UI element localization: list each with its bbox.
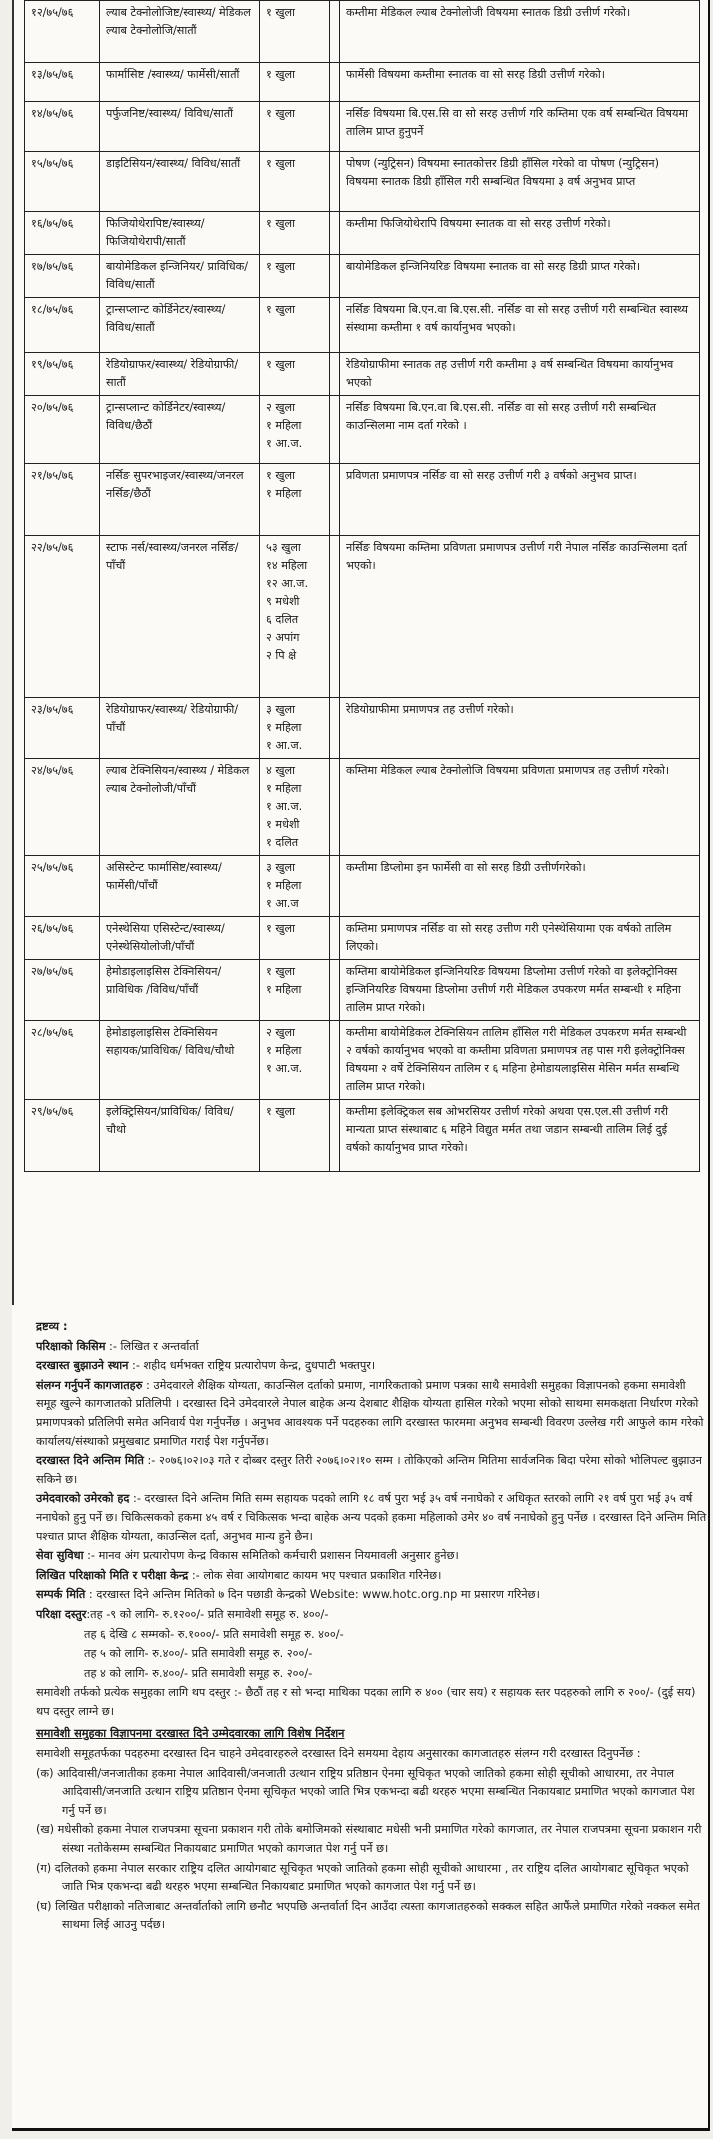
seat-line: १ खुला bbox=[266, 260, 296, 273]
seat-line: १ मधेशी bbox=[266, 818, 300, 831]
spacer-cell bbox=[330, 298, 340, 353]
seat-line: १ खुला bbox=[266, 469, 296, 482]
post-name-cell: ल्याब टेक्निसियन/स्वास्थ्य / मेडिकल ल्याब टेक्नोलोजी/पाँचौं bbox=[100, 759, 260, 856]
advert-number-cell: १२/७५/७६ bbox=[25, 1, 100, 63]
qualification-cell: रेडियोग्राफीमा प्रमाणपत्र तह उत्तीर्ण गरेको। bbox=[340, 698, 700, 759]
advert-number-cell: २८/७५/७६ bbox=[25, 1021, 100, 1100]
seat-count-cell bbox=[260, 698, 330, 759]
post-name-cell: रेडियोग्राफर/स्वास्थ्य/ रेडियोग्राफी/सातौं bbox=[100, 353, 260, 396]
table-row bbox=[25, 1, 700, 63]
advert-number-cell: २९/७५/७६ bbox=[25, 1100, 100, 1172]
post-name-cell: इलेक्ट्रिसियन/प्राविधिक/ विविध/चौथो bbox=[100, 1100, 260, 1172]
spacer-cell bbox=[330, 63, 340, 102]
notes-section bbox=[36, 1318, 708, 1936]
qualification-cell: बायोमेडिकल इन्जिनियरिङ विषयमा स्नातक वा सो सरह डिग्री प्राप्त गरेको। bbox=[340, 255, 700, 298]
table-row bbox=[25, 759, 700, 856]
seat-count-cell bbox=[260, 63, 330, 102]
seat-count-cell bbox=[260, 759, 330, 856]
seat-line: ९ मधेशी bbox=[266, 595, 300, 608]
contact-line bbox=[36, 1586, 708, 1605]
table-row bbox=[25, 698, 700, 759]
table-row bbox=[25, 298, 700, 353]
seat-count-cell bbox=[260, 298, 330, 353]
submit-place-line bbox=[36, 1357, 708, 1376]
advert-number-cell: २५/७५/७६ bbox=[25, 856, 100, 917]
vacancy-table bbox=[24, 0, 700, 1172]
spacer-cell bbox=[330, 102, 340, 152]
seat-line: १२ आ.ज. bbox=[266, 577, 309, 590]
qualification-cell: कम्तीमा डिप्लोमा इन फार्मेसी वा सो सरह डिग्री उत्तीर्णगरेको। bbox=[340, 856, 700, 917]
seat-count-cell bbox=[260, 917, 330, 960]
seat-line: १ खुला bbox=[266, 6, 296, 19]
seat-line: १ आ.ज. bbox=[266, 437, 303, 450]
spacer-cell bbox=[330, 1021, 340, 1100]
seat-line: १ महिला bbox=[266, 487, 302, 500]
advert-number-cell: २२/७५/७६ bbox=[25, 536, 100, 698]
seat-line: १ खुला bbox=[266, 922, 296, 935]
qualification-cell: नर्सिङ विषयमा बि.एस.सि वा सो सरह उत्तीर्ण गरि कम्तिमा एक वर्ष सम्बन्धित विषयमा तालिम प्राप्त हुनुपर्ने bbox=[340, 102, 700, 152]
advert-number-cell: २१/७५/७६ bbox=[25, 464, 100, 536]
advert-number-cell: २६/७५/७६ bbox=[25, 917, 100, 960]
contact-label: सम्पर्क मिति bbox=[36, 1588, 86, 1602]
facility-label: सेवा सुविधा bbox=[36, 1549, 84, 1563]
seat-line: १ खुला bbox=[266, 1105, 296, 1118]
table-row bbox=[25, 917, 700, 960]
age-limit-value: :- दरखास्त दिने अन्तिम मिति सम्म सहायक पदको लागि १८ वर्ष पुरा भई ३५ वर्ष ननाघेको र अधिकृत स्तरको लागि २१ वर्ष पुरा भई ३५ वर्ष ननाघेको हुनु पर्ने छ। चिकित्सकको हकमा ४५ वर्ष र चिकित्सक भन्दा बाहेक अन्य पदको हकमा महिलाको उमेर ४० वर्ष ननाघेको हुनु पर्नेछ । दरखास्त दिने अन्तिम मिति पश्चात प्राप्त शैक्षिक योग्यता, काउन्सिल दर्ता, अनुभव मान्य हुने छैन। bbox=[36, 1492, 707, 1543]
seat-line: २ खुला bbox=[266, 401, 296, 414]
seat-line: १ खुला bbox=[266, 107, 296, 120]
seat-line: ४ खुला bbox=[266, 764, 296, 777]
seat-line: १ खुला bbox=[266, 217, 296, 230]
instruction-item-gha: (घ) लिखित परीक्षाको नतिजाबाट अन्तर्वार्ताको लागि छनौट भएपछि अन्तर्वार्ता दिन आउँदा त्यस्ता कागजातहरुको सक्कल सहित आफैंले प्रमाणित गरेको नक्कल समेत साथमा लिई आउनु पर्दछ। bbox=[36, 1899, 700, 1932]
seat-line: १ खुला bbox=[266, 358, 296, 371]
table-row bbox=[25, 212, 700, 255]
seat-count-cell bbox=[260, 1, 330, 63]
spacer-cell bbox=[330, 1, 340, 63]
advert-number-cell: १३/७५/७६ bbox=[25, 63, 100, 102]
seat-line: २ अपांग bbox=[266, 631, 300, 644]
qualification-cell: प्रविणता प्रमाणपत्र नर्सिङ वा सो सरह उत्तीर्ण गरी ३ वर्षको अनुभव प्राप्त। bbox=[340, 464, 700, 536]
exam-type-label: परिक्षाको किसिम bbox=[36, 1339, 106, 1353]
seat-count-cell bbox=[260, 960, 330, 1021]
spacer-cell bbox=[330, 759, 340, 856]
seat-line: २ खुला bbox=[266, 1026, 296, 1039]
post-name-cell: ट्रान्सप्लान्ट कोर्डिनेटर/स्वास्थ्य/ विविध/छैठौं bbox=[100, 396, 260, 464]
fee-line-1: :तह -९ को लागि- रु.१२००/- प्रति समावेशी समूह रु. ४००/- bbox=[86, 1607, 329, 1621]
spacer-cell bbox=[330, 856, 340, 917]
table-row bbox=[25, 464, 700, 536]
fee-line-2: तह ६ देखि ८ सम्मको- रु.१०००/- प्रति समावेशी समूह रु. ४००/- bbox=[84, 1627, 344, 1641]
age-limit-label: उमेदवारको उमेरको हद bbox=[36, 1492, 130, 1506]
age-limit-line bbox=[36, 1490, 708, 1546]
documents-line bbox=[36, 1377, 708, 1451]
table-row bbox=[25, 856, 700, 917]
qualification-cell: कम्तिमा मेडिकल ल्याब टेक्नोलोजि विषयमा प्रविणता प्रमाणपत्र तह उत्तीर्ण गरेको। bbox=[340, 759, 700, 856]
seat-line: ६ दलित bbox=[266, 613, 299, 626]
qualification-cell: कम्तीमा इलेक्ट्रिकल सब ओभरसियर उत्तीर्ण गरेको अथवा एस.एल.सी उत्तीर्ण गरी मान्यता प्राप्त संस्थाबाट ६ महिने विद्युत मर्मत तथा जडान सम्बन्धी तालिम लिई दुई वर्षको कार्यानुभव प्राप्त गरेको। bbox=[340, 1100, 700, 1172]
post-name-cell: हेमोडाइलाइसिस टेक्निसियन सहायक/प्राविधिक/ विविध/चौथो bbox=[100, 1021, 260, 1100]
fee-line bbox=[36, 1606, 708, 1625]
exam-date-line bbox=[36, 1567, 708, 1586]
advert-number-cell: २४/७५/७६ bbox=[25, 759, 100, 856]
seat-line: १४ महिला bbox=[266, 559, 308, 572]
table-row bbox=[25, 353, 700, 396]
advert-number-cell: १४/७५/७६ bbox=[25, 102, 100, 152]
qualification-cell: कम्तीमा मेडिकल ल्याब टेक्नोलोजी विषयमा स्नातक डिग्री उत्तीर्ण गरेको। bbox=[340, 1, 700, 63]
special-instructions-heading: समावेशी समुहका विज्ञापनमा दरखास्त दिने उम्मेदवारका लागि विशेष निर्देशन bbox=[36, 1727, 345, 1741]
post-name-cell: हेमोडाइलाइसिस टेक्निसियन/ प्राविधिक /विविध/पाँचौं bbox=[100, 960, 260, 1021]
special-instructions-intro: समावेशी समूहतर्फका पदहरुमा दरखास्त दिन चाहने उमेदवारहरुले दरखास्त दिने समयमा देहाय अनुसारका कागजातहरु संलग्न गरी दरखास्त दिनुपर्नेछ : bbox=[36, 1747, 641, 1761]
fee-label: परिक्षा दस्तुर bbox=[36, 1607, 87, 1621]
qualification-cell: कम्तिमा प्रमाणपत्र नर्सिङ वा सो सरह उत्तीण गरी एनेस्थेसियामा एक वर्षको तालिम लिएको। bbox=[340, 917, 700, 960]
seat-line: १ आ.ज. bbox=[266, 800, 303, 813]
exam-date-label: लिखित परिक्षाको मिति र परीक्षा केन्द्र bbox=[36, 1568, 189, 1582]
post-name-cell: नर्सिङ सुपरभाइजर/स्वास्थ्य/जनरल नर्सिङ/छैठौं bbox=[100, 464, 260, 536]
spacer-cell bbox=[330, 152, 340, 212]
deadline-value: :- २०७६।०२।०३ गते र दोब्बर दस्तुर तिरी २०७६।०२।१० सम्म । तोकिएको अन्तिम मितिमा सार्वजनिक बिदा परेमा सोको भोलिपल्ट बुझाउन सकिने छ। bbox=[36, 1454, 702, 1486]
post-name-cell: फार्मासिष्ट /स्वास्थ्य/ फार्मेसी/सातौं bbox=[100, 63, 260, 102]
qualification-cell: नर्सिङ विषयमा कम्तिमा प्रविणता प्रमाणपत्र उत्तीर्ण गरी नेपाल नर्सिङ काउन्सिलमा दर्ता भएको। bbox=[340, 536, 700, 698]
qualification-cell: नर्सिङ विषयमा बि.एन.वा बि.एस.सी. नर्सिङ वा सो सरह उत्तीर्ण गरी सम्बन्धित स्वास्थ्य संस्थामा कम्तीमा १ वर्ष कार्यानुभव भएको। bbox=[340, 298, 700, 353]
facility-value: :- मानव अंग प्रत्यारोपण केन्द्र विकास समितिको कर्मचारी प्रशासन नियमावली अनुसार हुनेछ। bbox=[87, 1549, 459, 1563]
seat-line: १ खुला bbox=[266, 303, 296, 316]
advert-number-cell: २०/७५/७६ bbox=[25, 396, 100, 464]
post-name-cell: पर्फुजनिष्ट/स्वास्थ्य/ विविध/सातौं bbox=[100, 102, 260, 152]
seat-line: १ आ.ज. bbox=[266, 739, 303, 752]
page-border-line bbox=[12, 0, 14, 1305]
seat-line: १ खुला bbox=[266, 965, 296, 978]
seat-line: १ आ.ज. bbox=[266, 1062, 303, 1075]
post-name-cell: एनेस्थेसिया एसिस्टेन्ट/स्वास्थ्य/ एनेस्थेसियोलोजी/पाँचौं bbox=[100, 917, 260, 960]
seat-line: ५३ खुला bbox=[266, 541, 301, 554]
submit-place-value: :- शहीद धर्मभक्त राष्ट्रिय प्रत्यारोपण केन्द्र, दुधपाटी भक्तपुर। bbox=[132, 1359, 376, 1373]
seat-count-cell bbox=[260, 353, 330, 396]
advert-number-cell: १५/७५/७६ bbox=[25, 152, 100, 212]
spacer-cell bbox=[330, 698, 340, 759]
contact-value: : दरखास्त दिने अन्तिम मितिको ७ दिन पछाडी केन्द्रको Website: www.hotc.org.np मा प्रसारण गरिनेछ। bbox=[88, 1588, 540, 1602]
exam-date-value: :- लोक सेवा आयोगबाट कायम भए पश्चात प्रकाशित गरिनेछ। bbox=[191, 1568, 442, 1582]
seat-count-cell bbox=[260, 152, 330, 212]
post-name-cell: फिजियोथेरापिष्ट/स्वास्थ्य/ फिजियोथेरापी/सातौं bbox=[100, 212, 260, 255]
fee-line-3: तह ५ को लागि- रु.४००/- प्रति समावेशी समूह रु. २००/- bbox=[84, 1647, 313, 1661]
qualification-cell: कम्तीमा बायोमेडिकल टेक्निसियन तालिम हाँसिल गरी मेडिकल उपकरण मर्मत सम्बन्धी २ वर्षको कार्यानुभव भएको वा कम्तीमा प्रविणता प्रमाणपत्र तह पास गरी इलेक्ट्रोनिक्स विषयमा २ वर्षे टेक्निसियन तालिम र ६ महिना हेमोडायलाइसिस मेसिन मर्मत सम्बन्धि तालिम प्राप्त गरेको। bbox=[340, 1021, 700, 1100]
table-row bbox=[25, 396, 700, 464]
spacer-cell bbox=[330, 464, 340, 536]
table-row bbox=[25, 102, 700, 152]
advert-number-cell: १८/७५/७६ bbox=[25, 298, 100, 353]
seat-line: १ खुला bbox=[266, 68, 296, 81]
seat-count-cell bbox=[260, 255, 330, 298]
table-row bbox=[25, 255, 700, 298]
spacer-cell bbox=[330, 1100, 340, 1172]
seat-line: १ महिला bbox=[266, 983, 302, 996]
table-row bbox=[25, 63, 700, 102]
seat-line: १ खुला bbox=[266, 157, 296, 170]
instruction-item-kha: (ख) मधेसीको हकमा नेपाल राजपत्रमा सूचना प्रकाशन गरी तोके बमोजिमको संस्थाबाट मधेसी भनी प्रमाणित गरेको कागजात, तर नेपाल राजपत्रमा सूचना प्रकाशन गरी संस्था नतोकेसम्म सम्बन्धित निकायबाट प्रमाणित भएको कागजात पेश गर्नु पर्ने छ। bbox=[36, 1823, 702, 1856]
spacer-cell bbox=[330, 353, 340, 396]
qualification-cell: कम्तिमा बायोमेडिकल इन्जिनियरिङ विषयमा डिप्लोमा उत्तीर्ण गरेको वा इलेक्ट्रोनिक्स इन्जिनियरिङ विषयमा डिप्लोमा उत्तीर्ण गरी मेडिकल उपकरण मर्मत सम्बन्धी १ महिना तालिम प्राप्त गरेको। bbox=[340, 960, 700, 1021]
seat-line: २ पि क्षे bbox=[266, 649, 297, 662]
notes-title: द्रष्टव्य : bbox=[36, 1320, 68, 1333]
table-row bbox=[25, 1100, 700, 1172]
advert-number-cell: १९/७५/७६ bbox=[25, 353, 100, 396]
table-row bbox=[25, 152, 700, 212]
deadline-line bbox=[36, 1452, 708, 1489]
qualification-cell: नर्सिङ विषयमा बि.एन.वा बि.एस.सी. नर्सिङ वा सो सरह उत्तीर्ण गरी सम्बन्धित काउन्सिलमा नाम दर्ता गरेको । bbox=[340, 396, 700, 464]
table-row bbox=[25, 536, 700, 698]
seat-count-cell bbox=[260, 1100, 330, 1172]
facility-line bbox=[36, 1547, 708, 1566]
seat-line: १ दलित bbox=[266, 836, 299, 849]
seat-count-cell bbox=[260, 212, 330, 255]
advert-number-cell: १७/७५/७६ bbox=[25, 255, 100, 298]
spacer-cell bbox=[330, 917, 340, 960]
post-name-cell: डाइटिसियन/स्वास्थ्य/ विविध/सातौं bbox=[100, 152, 260, 212]
advert-number-cell: १६/७५/७६ bbox=[25, 212, 100, 255]
seat-count-cell bbox=[260, 1021, 330, 1100]
post-name-cell: रेडियोग्राफर/स्वास्थ्य/ रेडियोग्राफी/पाँचौं bbox=[100, 698, 260, 759]
spacer-cell bbox=[330, 960, 340, 1021]
seat-line: १ आ.ज bbox=[266, 897, 299, 910]
submit-place-label: दरखास्त बुझाउने स्थान bbox=[36, 1359, 129, 1373]
seat-line: ३ खुला bbox=[266, 861, 296, 874]
documents-label: संलग्न गर्नुपर्ने कागजातहरु bbox=[36, 1378, 143, 1392]
vacancy-table-body bbox=[25, 1, 700, 1172]
documents-value: : उमेदवारले शैक्षिक योग्यता, काउन्सिल दर्ताको प्रमाण, नागरिकताको प्रमाण पत्रका साथै समावेशी समुहका विज्ञापनको हकमा समावेशी समूह खुल्ने कागजातको प्रतिलिपी । दरखास्त दिने उमेदवारले नेपाल बाहेक अन्य देशबाट शैक्षिक योग्यता हासिल गरेको भएमा सोको साथमा समकक्षता निर्धारण गरेको प्रमाणपत्रको प्रतिलिपी समेत अनिवार्य पेश गर्नुपर्नेछ । अनुभव आवश्यक पर्ने पदहरुका लागि दरखास्त फारममा अनुभव सम्बन्धी विवरण उल्लेख गरी आफुले काम गरेको कार्यालय/संस्थाको प्रमुखबाट प्रमाणित गराई पेश गर्नुपर्नेछ। bbox=[36, 1378, 704, 1448]
fee-line-4: तह ४ को लागि- रु.४००/- प्रति समावेशी समूह रु. २००/- bbox=[84, 1666, 313, 1680]
spacer-cell bbox=[330, 255, 340, 298]
spacer-cell bbox=[330, 212, 340, 255]
deadline-label: दरखास्त दिने अन्तिम मिति bbox=[36, 1454, 144, 1468]
seat-line: १ महिला bbox=[266, 879, 302, 892]
table-row bbox=[25, 1021, 700, 1100]
qualification-cell: कम्तीमा फिजियोथेरापि विषयमा स्नातक वा सो सरह उत्तीर्ण गरेको। bbox=[340, 212, 700, 255]
post-name-cell: बायोमेडिकल इन्जिनियर/ प्राविधिक/विविध/सातौं bbox=[100, 255, 260, 298]
qualification-cell: फार्मेसी विषयमा कम्तीमा स्नातक वा सो सरह डिग्री उत्तीर्ण गरेको। bbox=[340, 63, 700, 102]
seat-line: १ महिला bbox=[266, 1044, 302, 1057]
seat-count-cell bbox=[260, 536, 330, 698]
seat-count-cell bbox=[260, 102, 330, 152]
inclusive-fee-line: समावेशी तर्फको प्रत्येक समुहका लागि थप दस्तुर :- छैठौं तह र सो भन्दा माथिका पदका लागि रु ४०० (चार सय) र सहायक स्तर पदहरुको लागि रु २००/- (दुई सय) थप दस्तुर लाग्ने छ। bbox=[36, 1686, 696, 1718]
seat-count-cell bbox=[260, 464, 330, 536]
seat-count-cell bbox=[260, 856, 330, 917]
table-row bbox=[25, 960, 700, 1021]
advert-number-cell: २३/७५/७६ bbox=[25, 698, 100, 759]
exam-type-value: :- लिखित र अन्तर्वार्ता bbox=[109, 1339, 199, 1353]
document-page bbox=[12, 0, 710, 2131]
post-name-cell: ल्याब टेक्नोलोजिष्ट/स्वास्थ्य/ मेडिकल ल्याब टेक्नोलोजि/सातौं bbox=[100, 1, 260, 63]
spacer-cell bbox=[330, 396, 340, 464]
spacer-cell bbox=[330, 536, 340, 698]
post-name-cell: स्टाफ नर्स/स्वास्थ्य/जनरल नर्सिङ/पाँचौं bbox=[100, 536, 260, 698]
instruction-item-ga: (ग) दलितको हकमा नेपाल सरकार राष्ट्रिय दलित आयोगबाट सूचिकृत भएको जातिको हकमा सोही सूचीको आधारमा , तर राष्ट्रिय दलित आयोगबाट सूचिकृत भएको जाति भित्र एकभन्दा बढी थरहरु भएमा सम्बन्धित निकायबाट प्रमाणित भएको कागजात पेश गर्नु पर्ने छ। bbox=[36, 1861, 689, 1894]
exam-type-line bbox=[36, 1338, 708, 1357]
instruction-item-ka: (क) आदिवासी/जनजातीका हकमा नेपाल आदिवासी/जनजाती उत्थान राष्ट्रिय प्रतिष्ठान ऐनमा सूचिकृत भएको जातिको हकमा सोही सूचीको आधारमा, तर नेपाल आदिवासी/जनजाति उत्थान राष्ट्रिय प्रतिष्ठान ऐनमा सूचिकृत भएको जाति भित्र एकभन्दा बढी थरहरु भएमा सम्बन्धित निकायबाट प्रमाणित भएको कागजात पेश गर्नु पर्ने छ। bbox=[36, 1766, 695, 1817]
seat-line: १ महिला bbox=[266, 419, 302, 432]
seat-line: १ महिला bbox=[266, 782, 302, 795]
post-name-cell: असिस्टेन्ट फार्मासिष्ट/स्वास्थ्य/ फार्मेसी/पाँचौं bbox=[100, 856, 260, 917]
post-name-cell: ट्रान्सप्लान्ट कोर्डिनेटर/स्वास्थ्य/ विविध/सातौं bbox=[100, 298, 260, 353]
advert-number-cell: २७/७५/७६ bbox=[25, 960, 100, 1021]
seat-line: १ महिला bbox=[266, 721, 302, 734]
seat-count-cell bbox=[260, 396, 330, 464]
seat-line: ३ खुला bbox=[266, 703, 296, 716]
qualification-cell: रेडियोग्राफीमा स्नातक तह उत्तीर्ण गरी कम्तीमा ३ वर्ष सम्बन्धित विषयमा कार्यानुभव भएको bbox=[340, 353, 700, 396]
qualification-cell: पोषण (न्युट्रिसन) विषयमा स्नातकोत्तर डिग्री हाँसिल गरेको वा पोषण (न्युट्रिसन) विषयमा स्नातक डिग्री हाँसिल गरी सम्बन्धित विषयमा ३ वर्ष अनुभव प्राप्त bbox=[340, 152, 700, 212]
